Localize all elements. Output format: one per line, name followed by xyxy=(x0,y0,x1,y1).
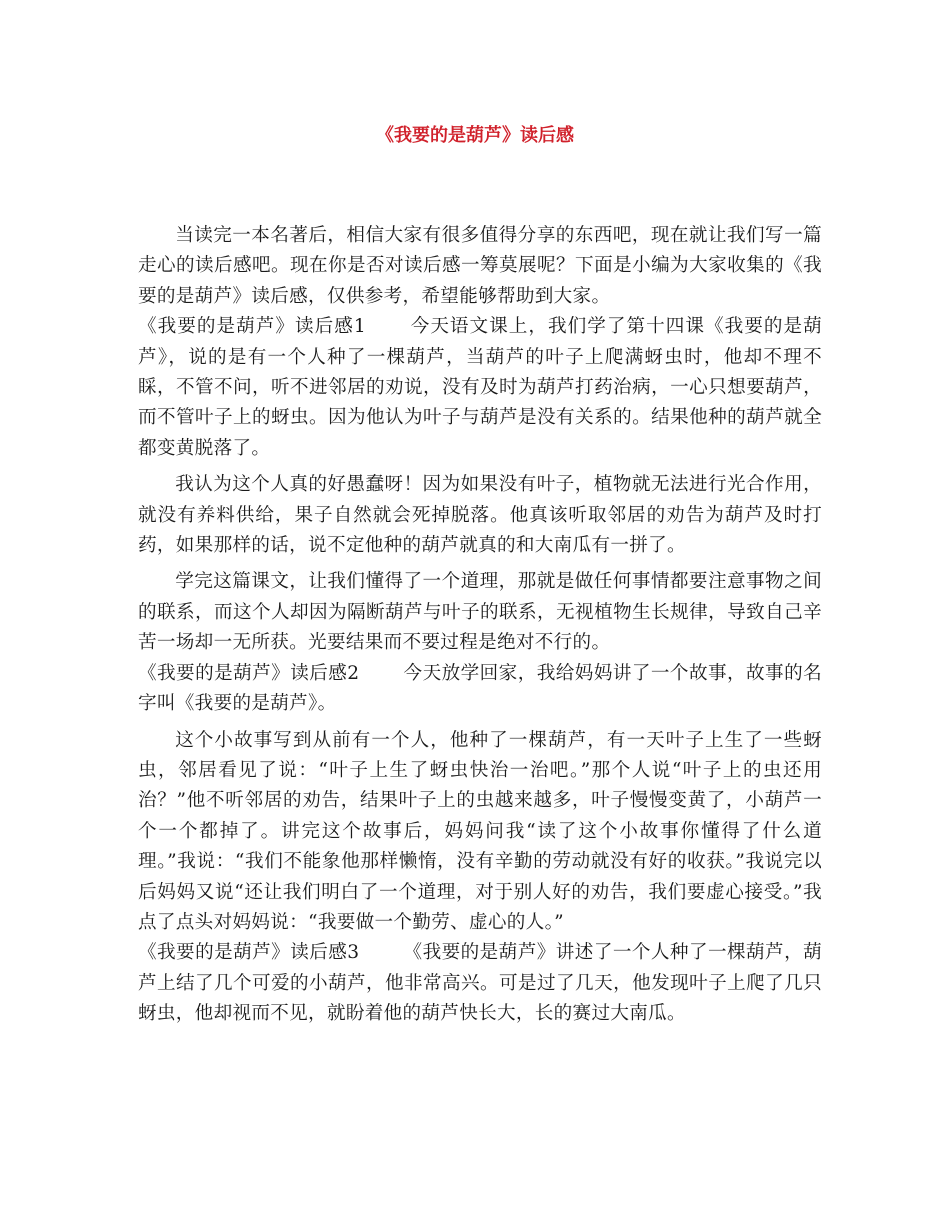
section-3-first-paragraph xyxy=(138,938,822,1029)
section-2-first-paragraph xyxy=(138,659,822,720)
section-2-paragraph-2: 这个小故事写到从前有一个人，他种了一棵葫芦，有一天叶子上生了一些蚜虫，邻居看见了说：“叶子上生了蚜虫快治一治吧。”那个人说“叶子上的虫还用治？”他不听邻居的劝告，结果叶子上的虫越来越多，叶子慢慢变黄了，小葫芦一个一个都掉了。讲完这个故事后，妈妈问我“读了这个小故事你懂得了什么道理。”我说：“我们不能象他那样懒惰，没有辛勤的劳动就没有好的收获。”我说完以后妈妈又说“还让我们明白了一个道理，对于别人好的劝告，我们要虚心接受。”我点了点头对妈妈说：“我要做一个勤劳、虚心的人。” xyxy=(138,729,822,933)
section-2-first-text: 今天放学回家，我给妈妈讲了一个故事，故事的名字叫《我要的是葫芦》。 xyxy=(138,662,822,715)
intro-paragraph: 当读完一本名著后，相信大家有很多值得分享的东西吧，现在就让我们写一篇走心的读后感吧。现在你是否对读后感一筹莫展呢？下面是小编为大家收集的《我要的是葫芦》读后感，仅供参考，希望能够帮助到大家。 xyxy=(138,225,822,307)
section-1-first-paragraph xyxy=(138,312,822,464)
section-3-label: 《我要的是葫芦》读后感3 xyxy=(138,942,360,964)
section-3-first-text: 《我要的是葫芦》讲述了一个人种了一棵葫芦，葫芦上结了几个可爱的小葫芦，他非常高兴。可是过了几天，他发现叶子上爬了几只蚜虫，他却视而不见，就盼着他的葫芦快长大，长的赛过大南瓜。 xyxy=(138,942,822,1025)
section-1-paragraph-2: 我认为这个人真的好愚蠢呀！因为如果没有叶子，植物就无法进行光合作用，就没有养料供给，果子自然就会死掉脱落。他真该听取邻居的劝告为葫芦及时打药，如果那样的话，说不定他种的葫芦就真的和大南瓜有一拼了。 xyxy=(138,474,822,557)
document-body xyxy=(138,221,822,1030)
section-2-label: 《我要的是葫芦》读后感2 xyxy=(138,662,360,684)
section-1-first-text: 今天语文课上，我们学了第十四课《我要的是葫芦》，说的是有一个人种了一棵葫芦，当葫芦的叶子上爬满蚜虫时，他却不理不睬，不管不问，听不进邻居的劝说，没有及时为葫芦打药治病，一心只想要葫芦，而不管叶子上的蚜虫。因为他认为叶子与葫芦是没有关系的。结果他种的葫芦就全都变黄脱落了。 xyxy=(138,316,822,459)
section-1-label: 《我要的是葫芦》读后感1 xyxy=(138,316,366,338)
section-1-paragraph-3: 学完这篇课文，让我们懂得了一个道理，那就是做任何事情都要注意事物之间的联系，而这个人却因为隔断葫芦与叶子的联系，无视植物生长规律，导致自己辛苦一场却一无所获。光要结果而不要过程是绝对不行的。 xyxy=(138,571,822,654)
document-title: 《我要的是葫芦》读后感 xyxy=(376,125,574,146)
